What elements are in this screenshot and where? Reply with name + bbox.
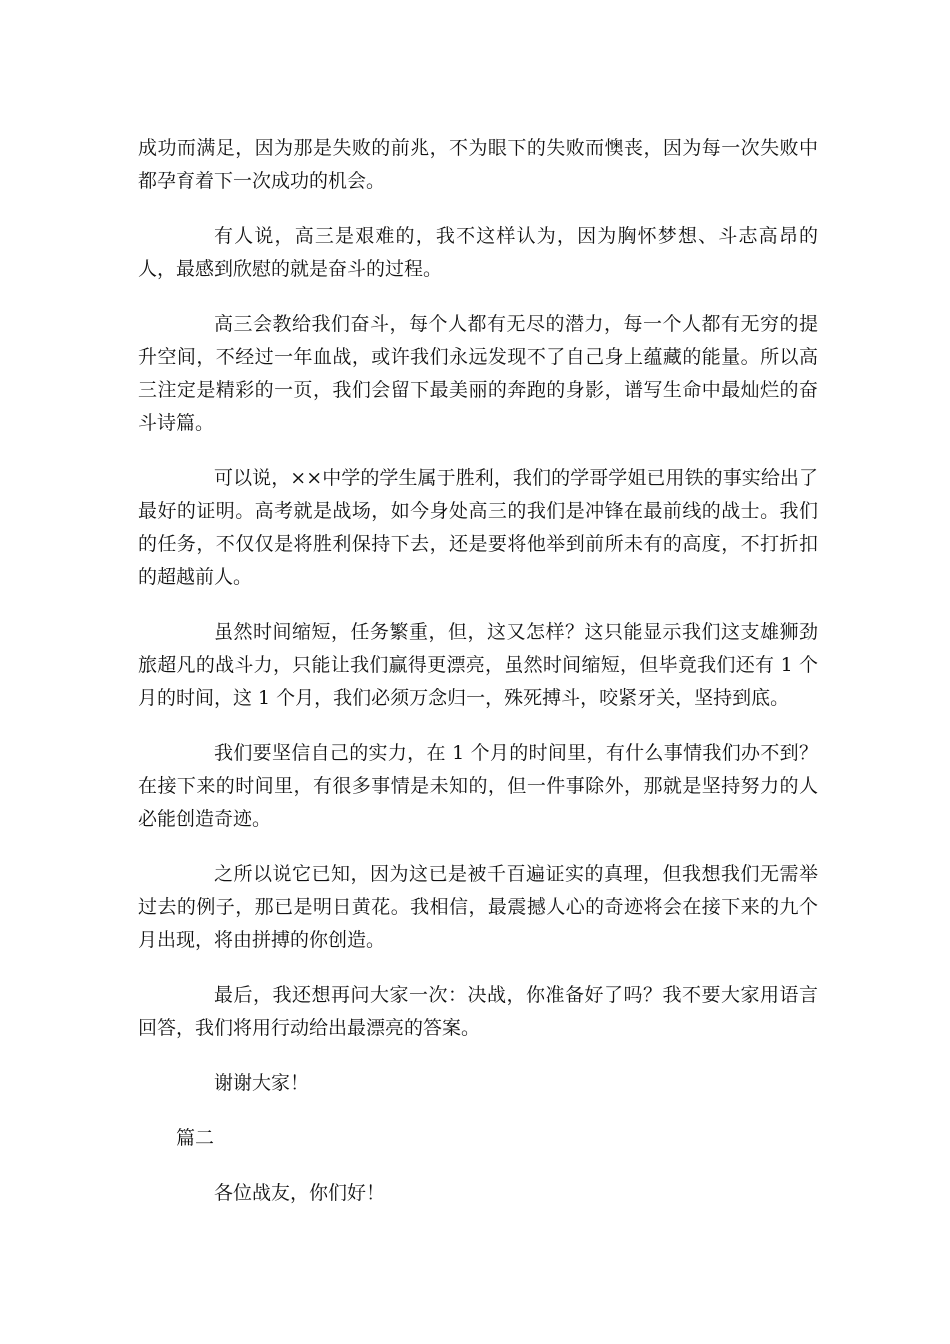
paragraph-2: 有人说，高三是艰难的，我不这样认为，因为胸怀梦想、斗志高昂的人，最感到欣慰的就是奋斗的过程。	[138, 225, 818, 280]
closing-line: 谢谢大家！	[214, 1072, 310, 1094]
paragraph-8: 最后，我还想再问大家一次：决战，你准备好了吗？我不要大家用语言回答，我们将用行动给出最漂亮的答案。	[138, 984, 818, 1039]
document-body	[138, 132, 818, 1232]
section-heading: 篇二	[176, 1127, 215, 1149]
greeting-line: 各位战友，你们好！	[214, 1182, 386, 1204]
paragraph-3: 高三会教给我们奋斗，每个人都有无尽的潜力，每一个人都有无穷的提升空间，不经过一年血战，或许我们永远发现不了自己身上蕴藏的能量。所以高三注定是精彩的一页，我们会留下最美丽的奔跑的身影，谱写生命中最灿烂的奋斗诗篇。	[138, 313, 818, 434]
paragraph-4: 可以说，××中学的学生属于胜利，我们的学哥学姐已用铁的事实给出了最好的证明。高考就是战场，如今身处高三的我们是冲锋在最前线的战士。我们的任务，不仅仅是将胜利保持下去，还是要将他举到前所未有的高度，不打折扣的超越前人。	[138, 467, 818, 588]
paragraph-1: 成功而满足，因为那是失败的前兆，不为眼下的失败而懊丧，因为每一次失败中都孕育着下一次成功的机会。	[138, 137, 818, 192]
paragraph-6: 我们要坚信自己的实力，在 1 个月的时间里，有什么事情我们办不到？在接下来的时间里，有很多事情是未知的，但一件事除外，那就是坚持努力的人必能创造奇迹。	[138, 742, 818, 830]
paragraph-7: 之所以说它已知，因为这已是被千百遍证实的真理，但我想我们无需举过去的例子，那已是明日黄花。我相信，最震撼人心的奇迹将会在接下来的九个月出现，将由拼搏的你创造。	[138, 863, 818, 951]
paragraph-5: 虽然时间缩短，任务繁重，但，这又怎样？这只能显示我们这支雄狮劲旅超凡的战斗力，只能让我们赢得更漂亮，虽然时间缩短，但毕竟我们还有 1 个月的时间，这 1 个月，我们必须万念归一，殊死搏斗，咬紧牙关，坚持到底。	[138, 621, 818, 709]
